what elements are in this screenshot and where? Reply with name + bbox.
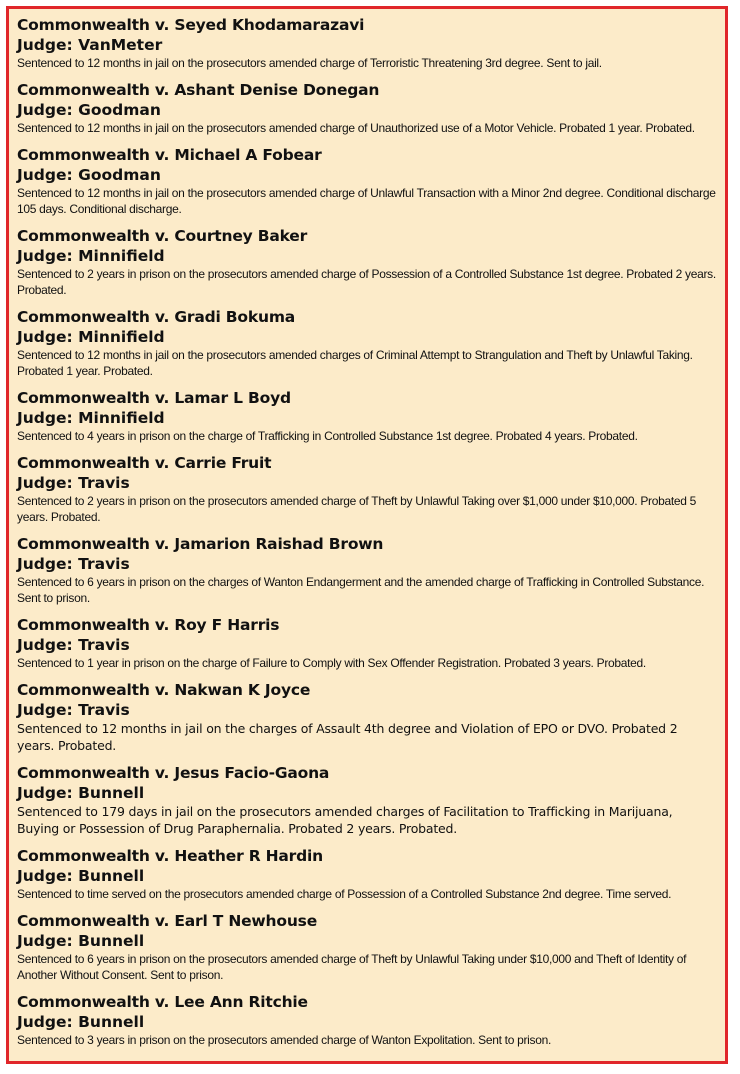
case-entry	[17, 615, 717, 671]
case-title: Commonwealth v. Jamarion Raishad Brown	[17, 535, 384, 553]
judge-name: Judge: Travis	[17, 555, 130, 573]
judge-name: Judge: Bunnell	[17, 932, 145, 950]
case-title: Commonwealth v. Gradi Bokuma	[17, 308, 296, 326]
case-title: Commonwealth v. Ashant Denise Donegan	[17, 81, 380, 99]
judge-name: Judge: VanMeter	[17, 36, 163, 54]
case-entry	[17, 680, 717, 754]
case-entry	[17, 453, 717, 525]
judge-name: Judge: Travis	[17, 474, 130, 492]
judge-name: Judge: Minnifield	[17, 409, 165, 427]
court-records-box	[6, 6, 728, 1064]
sentence-text: Sentenced to 6 years in prison on the prosecutors amended charge of Theft by Unlawful Taking under $10,000 and Theft of Identity of Another Without Consent. Sent to prison.	[17, 952, 687, 982]
sentence-text: Sentenced to 6 years in prison on the charges of Wanton Endangerment and the amended charge of Trafficking in Controlled Substance. Sent to prison.	[17, 575, 705, 605]
case-entry	[17, 534, 717, 606]
case-title: Commonwealth v. Nakwan K Joyce	[17, 681, 311, 699]
case-entry	[17, 145, 717, 217]
case-title: Commonwealth v. Seyed Khodamarazavi	[17, 16, 365, 34]
case-entry	[17, 846, 717, 902]
case-title: Commonwealth v. Lamar L Boyd	[17, 389, 291, 407]
case-title: Commonwealth v. Michael A Fobear	[17, 146, 322, 164]
judge-name: Judge: Minnifield	[17, 247, 165, 265]
sentence-text: Sentenced to 12 months in jail on the prosecutors amended charge of Unlawful Transaction with a Minor 2nd degree. Conditional discharge 105 days. Conditional discharge.	[17, 186, 716, 216]
case-title: Commonwealth v. Heather R Hardin	[17, 847, 323, 865]
sentence-text: Sentenced to 4 years in prison on the charge of Trafficking in Controlled Substance 1st degree. Probated 4 years. Probated.	[17, 429, 638, 443]
case-title: Commonwealth v. Lee Ann Ritchie	[17, 993, 308, 1011]
case-list	[9, 9, 725, 1048]
judge-name: Judge: Travis	[17, 636, 130, 654]
case-entry	[17, 911, 717, 983]
sentence-text: Sentenced to time served on the prosecutors amended charge of Possession of a Controlled Substance 2nd degree. Time served.	[17, 887, 672, 901]
sentence-text: Sentenced to 179 days in jail on the prosecutors amended charges of Facilitation to Trafficking in Marijuana, Buying or Possession of Drug Paraphernalia. Probated 2 years. Probated.	[17, 804, 673, 836]
case-entry	[17, 763, 717, 837]
case-entry	[17, 992, 717, 1048]
case-title: Commonwealth v. Carrie Fruit	[17, 454, 272, 472]
case-entry	[17, 15, 717, 71]
case-title: Commonwealth v. Earl T Newhouse	[17, 912, 318, 930]
case-entry	[17, 307, 717, 379]
sentence-text: Sentenced to 12 months in jail on the charges of Assault 4th degree and Violation of EPO or DVO. Probated 2 years. Probated.	[17, 721, 678, 753]
judge-name: Judge: Bunnell	[17, 1013, 145, 1031]
judge-name: Judge: Goodman	[17, 101, 161, 119]
sentence-text: Sentenced to 1 year in prison on the charge of Failure to Comply with Sex Offender Registration. Probated 3 years. Probated.	[17, 656, 646, 670]
sentence-text: Sentenced to 12 months in jail on the prosecutors amended charge of Unauthorized use of a Motor Vehicle. Probated 1 year. Probated.	[17, 121, 695, 135]
judge-name: Judge: Travis	[17, 701, 130, 719]
case-title: Commonwealth v. Roy F Harris	[17, 616, 280, 634]
judge-name: Judge: Minnifield	[17, 328, 165, 346]
sentence-text: Sentenced to 12 months in jail on the prosecutors amended charge of Terroristic Threatening 3rd degree. Sent to jail.	[17, 56, 602, 70]
judge-name: Judge: Bunnell	[17, 867, 145, 885]
sentence-text: Sentenced to 2 years in prison on the prosecutors amended charge of Theft by Unlawful Taking over $1,000 under $10,000. Probated 5 years. Probated.	[17, 494, 697, 524]
sentence-text: Sentenced to 12 months in jail on the prosecutors amended charges of Criminal Attempt to Strangulation and Theft by Unlawful Taking. Probated 1 year. Probated.	[17, 348, 693, 378]
case-entry	[17, 80, 717, 136]
sentence-text: Sentenced to 3 years in prison on the prosecutors amended charge of Wanton Expolitation. Sent to prison.	[17, 1033, 552, 1047]
case-entry	[17, 388, 717, 444]
case-title: Commonwealth v. Jesus Facio-Gaona	[17, 764, 330, 782]
case-entry	[17, 226, 717, 298]
judge-name: Judge: Goodman	[17, 166, 161, 184]
sentence-text: Sentenced to 2 years in prison on the prosecutors amended charge of Possession of a Controlled Substance 1st degree. Probated 2 years. Probated.	[17, 267, 716, 297]
judge-name: Judge: Bunnell	[17, 784, 145, 802]
case-title: Commonwealth v. Courtney Baker	[17, 227, 308, 245]
